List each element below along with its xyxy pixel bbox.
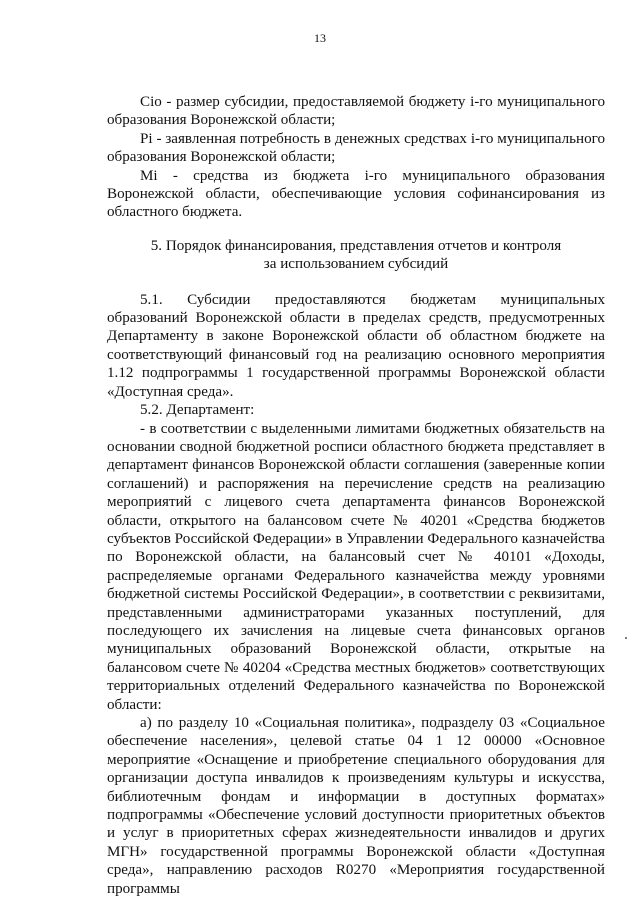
paragraph-5-1: 5.1. Субсидии предоставляются бюджетам муниципальных образований Воронежской области в пределах средств, предусмотренных Департаменту в законе Воронежской области об областном бюджете на соответствующий финансовый год на реализацию основного мероприятия 1.12 подпрограммы 1 государственной программы Воронежской области «Доступная среда». (107, 291, 605, 400)
scan-dot-mark (625, 637, 627, 639)
paragraph-5-2: 5.2. Департамент: (140, 402, 255, 419)
definition-pi: Pi - заявленная потребность в денежных средствах i-го муниципального образования Воронежской области; (107, 130, 605, 166)
section-heading (107, 237, 605, 274)
document-body (107, 93, 605, 898)
section-heading-line-1: 5. Порядок финансирования, представления отчетов и контроля (150, 237, 562, 254)
section-heading-line-2: за использованием субсидий (263, 256, 449, 273)
paragraph-dash-item: - в соответствии с выделенными лимитами бюджетных обязательств на основании сводной бюджетной росписи областного бюджета представляет в департамент финансов Воронежской области соглашения (заверенные копии соглашений) и распоряжения на перечисление средств на реализацию мероприятий с лицевого счета департамента финансов Воронежской области, открытого на балансовом счете № 40201 «Средства бюджетов субъектов Российской Федерации» в Управлении Федерального казначейства по Воронежской области, на балансовый счет № 40101 «Доходы, распределяемые органами Федерального казначейства между уровнями бюджетной системы Российской Федерации», в соответствии с реквизитами, представленными администраторами указанных поступлений, для последующего их зачисления на лицевые счета финансовых органов муниципальных образований Воронежской области, открытые на балансовом счете № 40204 «Средства местных бюджетов» соответствующих территориальных отделений Федерального казначейства по Воронежской области: (107, 420, 605, 713)
definition-cio: Cio - размер субсидии, предоставляемой бюджету i-го муниципального образования Воронежской области; (107, 94, 605, 129)
paragraph-item-a: а) по разделу 10 «Социальная политика», подразделу 03 «Социальное обеспечение населения», целевой статье 04 1 12 00000 «Основное мероприятие «Оснащение и приобретение специального оборудования для организации доступа инвалидов к произведениям культуры и искусства, библиотечным фондам и информации в доступных форматах» подпрограммы «Обеспечение условий доступности приоритетных объектов и услуг в приоритетных сферах жизнедеятельности инвалидов и других МГН» государственной программы Воронежской области «Доступная среда», направлению расходов R0270 «Мероприятия государственной программы (107, 715, 605, 897)
page-number: 13 (314, 31, 326, 45)
definition-mi: Mi - средства из бюджета i-го муниципального образования Воронежской области, обеспечивающие условия софинансирования из областного бюджета. (107, 167, 605, 221)
